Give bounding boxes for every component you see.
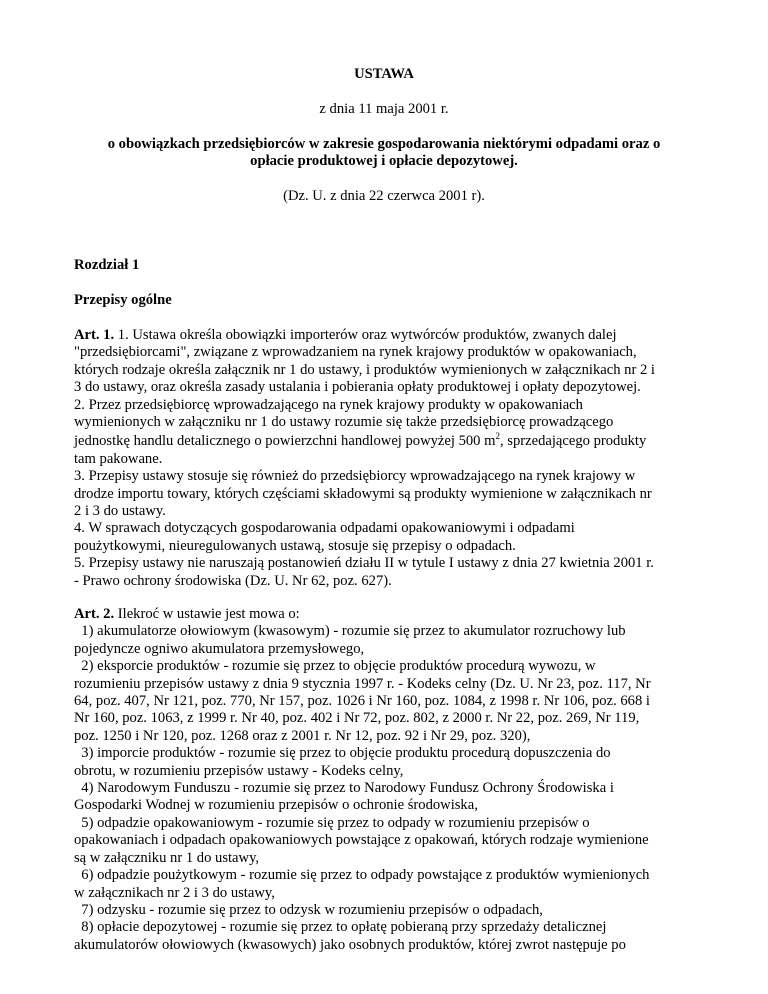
article-1-line: "przedsiębiorcami", związane z wprowadzaniem na rynek krajowy produktów w opakowaniach, xyxy=(74,344,637,361)
article-2-line: Gospodarki Wodnej w rozumieniu przepisów o ochronie środowiska, xyxy=(74,797,478,814)
article-2-line: w załącznikach nr 2 i 3 do ustawy, xyxy=(74,884,275,901)
article-2-line: 2) eksporcie produktów - rozumie się przez to objęcie produktów procedurą wywozu, w xyxy=(74,658,596,675)
article-1-line: 2 i 3 do ustawy. xyxy=(74,503,166,520)
article-2-label: Art. 2. xyxy=(74,606,115,622)
article-2 xyxy=(74,606,699,954)
article-1-text: 1. Ustawa określa obowiązki importerów oraz wytwórców produktów, zwanych dalej xyxy=(114,327,617,343)
article-1 xyxy=(74,327,699,590)
act-title: USTAWA xyxy=(354,66,414,82)
article-1-line: których rodzaje określa załącznik nr 1 do ustawy, i produktów wymienionych w załącznikach nr 2 i xyxy=(74,361,655,378)
article-2-line: 3) imporcie produktów - rozumie się przez to objęcie produktu procedurą dopuszczenia do xyxy=(74,745,611,762)
article-1-line: tam pakowane. xyxy=(74,450,163,467)
article-2-line: 64, poz. 407, Nr 121, poz. 770, Nr 157, poz. 1026 i Nr 160, poz. 1084, z 1998 r. Nr 106, poz. 668 i xyxy=(74,693,650,710)
article-2-line: 6) odpadzie poużytkowym - rozumie się przez to odpady powstające z produktów wymienionych xyxy=(74,867,650,884)
act-date: z dnia 11 maja 2001 r. xyxy=(319,101,449,117)
article-2-line: 5) odpadzie opakowaniowym - rozumie się przez to odpady w rozumieniu przepisów o xyxy=(74,814,590,831)
article-2-line: akumulatorów ołowiowych (kwasowych) jako osobnych produktów, której zwrot następuje po xyxy=(74,936,626,953)
act-subject-line-1: o obowiązkach przedsiębiorców w zakresie gospodarowania niektórymi odpadami oraz o xyxy=(107,136,661,152)
article-1-text: jednostkę handlu detalicznego o powierzchni handlowej powyżej 500 m xyxy=(74,433,496,450)
article-1-line: 2. Przez przedsiębiorcę wprowadzającego na rynek krajowy produkty w opakowaniach xyxy=(74,396,583,413)
article-2-line: 8) opłacie depozytowej - rozumie się przez to opłatę pobieraną przy sprzedaży detalicznej xyxy=(74,919,607,936)
chapter-label: Rozdział 1 xyxy=(74,257,140,273)
article-1-label: Art. 1. xyxy=(74,327,115,343)
chapter-title: Przepisy ogólne xyxy=(74,292,172,308)
article-2-line: są w załączniku nr 1 do ustawy, xyxy=(74,849,260,866)
article-2-line: obrotu, w rozumieniu przepisów ustawy - Kodeks celny, xyxy=(74,762,404,779)
article-1-line: 3 do ustawy, oraz określa zasady ustalania i pobierania opłaty produktowej i opłaty depozytowej. xyxy=(74,379,641,396)
article-2-line: opakowaniach i odpadach opakowaniowych powstające z opakowań, których rodzaje wymienione xyxy=(74,832,649,849)
article-2-line: 1) akumulatorze ołowiowym (kwasowym) - rozumie się przez to akumulator rozruchowy lub xyxy=(74,623,626,640)
article-1-line xyxy=(74,430,699,450)
article-1-line xyxy=(74,327,699,344)
article-1-line: wymienionych w załączniku nr 1 do ustawy rozumie się także przedsiębiorcę prowadzącego xyxy=(74,414,614,431)
article-2-text: Ilekroć w ustawie jest mowa o: xyxy=(114,606,300,622)
act-subject-line-2: opłacie produktowej i opłacie depozytowej. xyxy=(250,153,518,169)
article-2-line: pojedyncze ogniwo akumulatora przemysłowego, xyxy=(74,640,365,657)
article-1-text: , sprzedającego produkty xyxy=(499,433,647,450)
article-2-line xyxy=(74,606,699,623)
article-2-line: Nr 160, poz. 1063, z 1999 r. Nr 40, poz. 402 i Nr 72, poz. 802, z 2000 r. Nr 22, poz. 269, Nr 119, xyxy=(74,710,640,727)
superscript: 2 xyxy=(495,430,500,441)
article-2-line: 4) Narodowym Funduszu - rozumie się przez to Narodowy Fundusz Ochrony Środowiska i xyxy=(74,780,614,797)
article-2-line: poz. 1250 i Nr 120, poz. 1268 oraz z 2001 r. Nr 12, poz. 92 i Nr 29, poz. 320), xyxy=(74,727,531,744)
publication-reference: (Dz. U. z dnia 22 czerwca 2001 r). xyxy=(283,188,485,204)
article-1-line: 5. Przepisy ustawy nie naruszają postanowień działu II w tytule I ustawy z dnia 27 kwietnia 2001 r. xyxy=(74,555,654,572)
article-1-line: poużytkowymi, nieuregulowanych ustawą, stosuje się przepisy o odpadach. xyxy=(74,537,516,554)
article-2-line: rozumieniu przepisów ustawy z dnia 9 stycznia 1997 r. - Kodeks celny (Dz. U. Nr 23, poz. 117, Nr xyxy=(74,675,651,692)
article-1-line: - Prawo ochrony środowiska (Dz. U. Nr 62, poz. 627). xyxy=(74,572,392,589)
article-1-line: drodze importu towary, których częściami składowymi są produkty wymienione w załącznikach nr xyxy=(74,485,652,502)
article-2-line: 7) odzysku - rozumie się przez to odzysk w rozumieniu przepisów o odpadach, xyxy=(74,901,543,918)
article-1-line: 3. Przepisy ustawy stosuje się również do przedsiębiorcy wprowadzającego na rynek krajowy w xyxy=(74,468,636,485)
article-1-line: 4. W sprawach dotyczących gospodarowania odpadami opakowaniowymi i odpadami xyxy=(74,520,575,537)
